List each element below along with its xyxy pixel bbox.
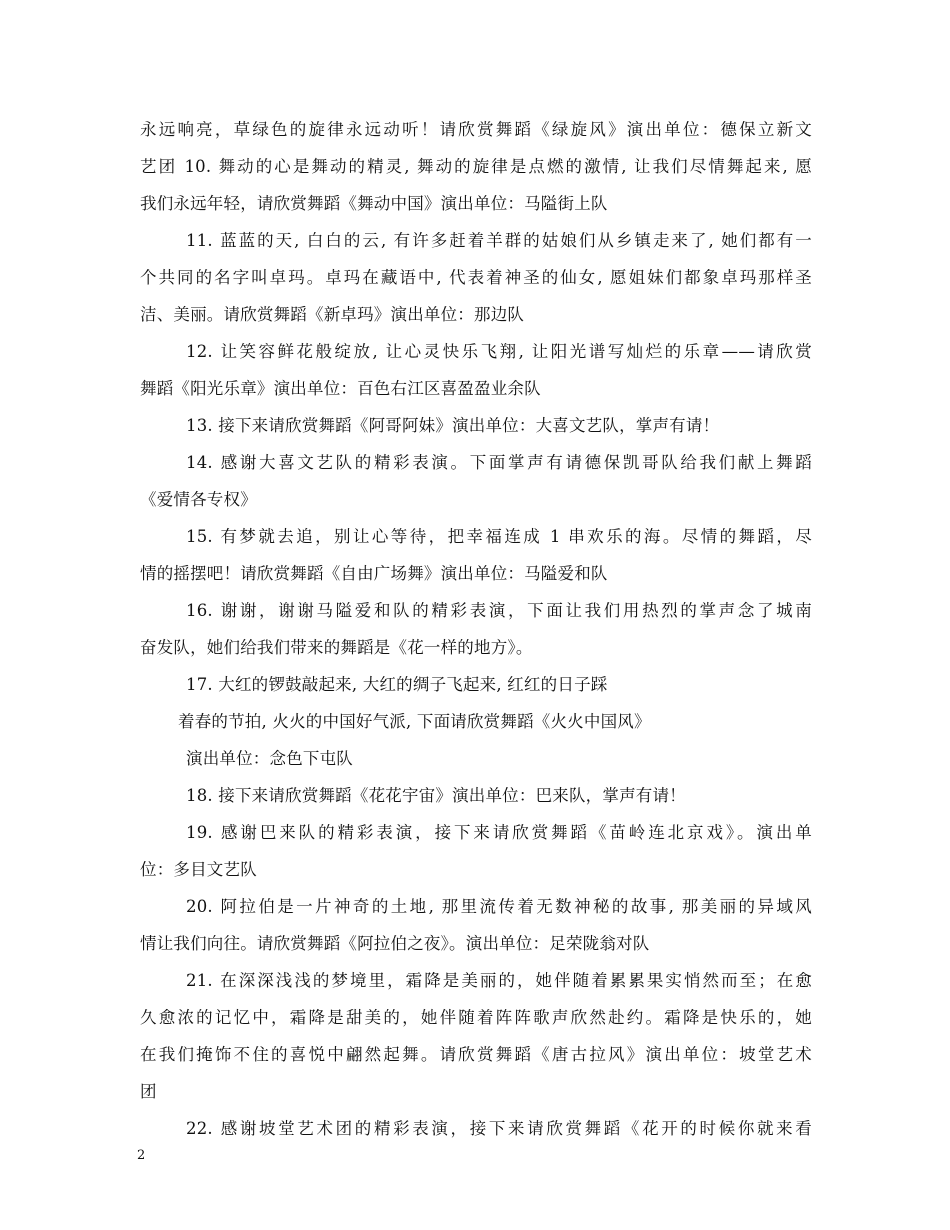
text-line: 个共同的名字叫卓玛。卓玛在藏语中, 代表着神圣的仙女, 愿姐妹们都象卓玛那样圣 <box>140 268 812 287</box>
text-line: 洁、美丽。请欣赏舞蹈《新卓玛》演出单位：那边队 <box>140 305 525 324</box>
text-line: 奋发队，她们给我们带来的舞蹈是《花一样的地方》。 <box>140 638 533 657</box>
text-line: 我们永远年轻，请欣赏舞蹈《舞动中国》演出单位：马隘街上队 <box>140 194 608 213</box>
text-line: 位：多目文艺队 <box>140 860 257 879</box>
text-line: 《爱情各专权》 <box>140 490 257 509</box>
text-line: 16. 谢谢，谢谢马隘爱和队的精彩表演，下面让我们用热烈的掌声念了城南 <box>186 601 812 620</box>
text-line: 团 <box>140 1082 157 1101</box>
text-line: 在我们掩饰不住的喜悦中翩然起舞。请欣赏舞蹈《唐古拉风》演出单位：坡堂艺术 <box>140 1045 812 1064</box>
text-line: 11. 蓝蓝的天, 白白的云, 有许多赶着羊群的姑娘们从乡镇走来了, 她们都有一 <box>186 231 812 250</box>
page-number: 2 <box>137 1148 146 1163</box>
text-line: 20. 阿拉伯是一片神奇的土地, 那里流传着无数神秘的故事, 那美丽的异域风 <box>186 897 812 916</box>
text-line: 19. 感谢巴来队的精彩表演，接下来请欣赏舞蹈《苗岭连北京戏》。演出单 <box>186 823 812 842</box>
text-line: 演出单位：念色下屯队 <box>186 749 353 768</box>
text-line: 着春的节拍, 火火的中国好气派, 下面请欣赏舞蹈《火火中国风》 <box>178 712 651 731</box>
text-line: 情的摇摆吧！请欣赏舞蹈《自由广场舞》演出单位：马隘爱和队 <box>140 564 608 583</box>
text-line: 22. 感谢坡堂艺术团的精彩表演，接下来请欣赏舞蹈《花开的时候你就来看 <box>186 1119 812 1138</box>
text-line: 21. 在深深浅浅的梦境里，霜降是美丽的，她伴随着累累果实悄然而至；在愈 <box>186 971 812 990</box>
text-line: 永远响亮，草绿色的旋律永远动听！请欣赏舞蹈《绿旋风》演出单位：德保立新文 <box>140 120 812 139</box>
text-line: 情让我们向往。请欣赏舞蹈《阿拉伯之夜》。演出单位：足荣陇翁对队 <box>140 934 650 953</box>
text-line: 12. 让笑容鲜花般绽放, 让心灵快乐飞翔, 让阳光谱写灿烂的乐章——请欣赏 <box>186 342 812 361</box>
text-line: 舞蹈《阳光乐章》演出单位：百色右江区喜盈盈业余队 <box>140 379 541 398</box>
text-line: 13. 接下来请欣赏舞蹈《阿哥阿妹》演出单位：大喜文艺队，掌声有请！ <box>186 416 720 435</box>
text-line: 艺团 10. 舞动的心是舞动的精灵, 舞动的旋律是点燃的激情, 让我们尽情舞起来, 愿 <box>140 157 812 176</box>
text-line: 久愈浓的记忆中，霜降是甜美的，她伴随着阵阵歌声欣然赴约。霜降是快乐的，她 <box>140 1008 812 1027</box>
text-line: 18. 接下来请欣赏舞蹈《花花宇宙》演出单位：巴来队，掌声有请！ <box>186 786 686 805</box>
text-line: 15. 有梦就去追，别让心等待，把幸福连成 1 串欢乐的海。尽情的舞蹈，尽 <box>186 527 812 546</box>
text-line: 17. 大红的锣鼓敲起来, 大红的绸子飞起来, 红红的日子踩 <box>186 675 608 694</box>
text-line: 14. 感谢大喜文艺队的精彩表演。下面掌声有请德保凯哥队给我们献上舞蹈 <box>186 453 812 472</box>
